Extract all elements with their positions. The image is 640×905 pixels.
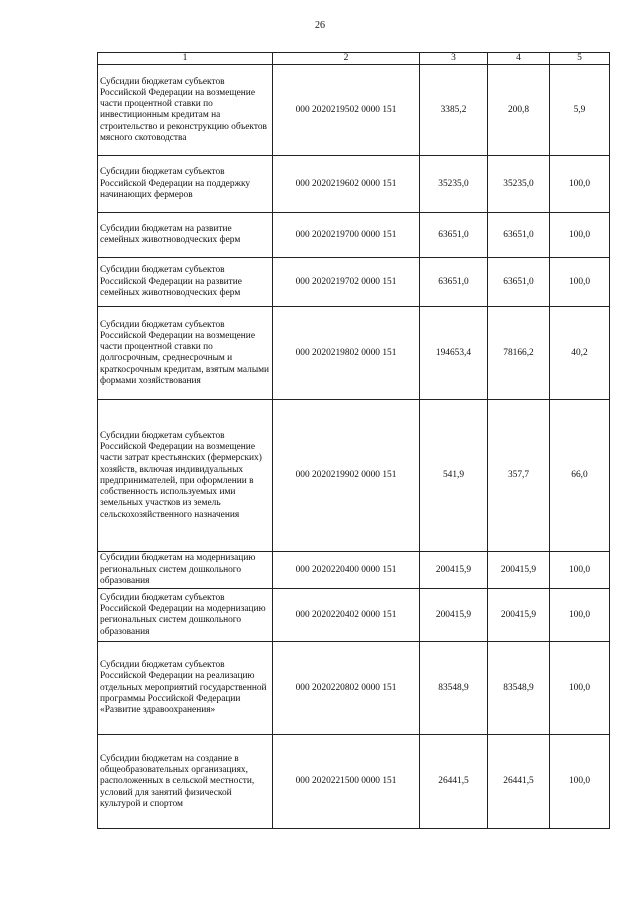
row-plan: 35235,0 [420,156,488,213]
row-percent: 100,0 [550,258,610,307]
row-fact: 200,8 [488,65,550,156]
row-percent: 100,0 [550,735,610,829]
row-name: Субсидии бюджетам субъектов Российской Федерации на модернизацию региональных систем дошкольного образования [98,589,273,642]
row-name: Субсидии бюджетам субъектов Российской Федерации на возмещение части процентной ставки по долгосрочным, среднесрочным и краткосрочным кредитам, взятым малыми формами хозяйствования [98,307,273,400]
row-code: 000 2020219802 0000 151 [273,307,420,400]
row-fact: 357,7 [488,400,550,552]
row-percent: 100,0 [550,156,610,213]
row-code: 000 2020219502 0000 151 [273,65,420,156]
table-row [98,589,610,642]
row-fact: 35235,0 [488,156,550,213]
header-col-4: 4 [488,53,550,65]
row-code: 000 2020220802 0000 151 [273,642,420,735]
row-name: Субсидии бюджетам на создание в общеобразовательных организациях, расположенных в сельской местности, условий для занятий физической культурой и спортом [98,735,273,829]
table-row [98,307,610,400]
row-fact: 63651,0 [488,213,550,258]
table-row [98,642,610,735]
row-name: Субсидии бюджетам на модернизацию региональных систем дошкольного образования [98,552,273,589]
row-fact: 26441,5 [488,735,550,829]
row-plan: 194653,4 [420,307,488,400]
row-plan: 63651,0 [420,213,488,258]
row-percent: 100,0 [550,213,610,258]
row-code: 000 2020219902 0000 151 [273,400,420,552]
table-row [98,258,610,307]
row-name: Субсидии бюджетам субъектов Российской Федерации на развитие семейных животноводческих ферм [98,258,273,307]
table-row [98,65,610,156]
row-code: 000 2020220402 0000 151 [273,589,420,642]
row-percent: 100,0 [550,589,610,642]
row-percent: 100,0 [550,552,610,589]
row-percent: 5,9 [550,65,610,156]
row-name: Субсидии бюджетам на развитие семейных животноводческих ферм [98,213,273,258]
row-fact: 83548,9 [488,642,550,735]
row-plan: 200415,9 [420,589,488,642]
row-code: 000 2020221500 0000 151 [273,735,420,829]
row-percent: 100,0 [550,642,610,735]
row-plan: 26441,5 [420,735,488,829]
row-fact: 200415,9 [488,552,550,589]
row-name: Субсидии бюджетам субъектов Российской Федерации на реализацию отдельных мероприятий государственной программы Российской Федерации «Развитие здравоохранения» [98,642,273,735]
table-row [98,552,610,589]
row-fact: 63651,0 [488,258,550,307]
table-row [98,156,610,213]
row-fact: 78166,2 [488,307,550,400]
row-name: Субсидии бюджетам субъектов Российской Федерации на возмещение части затрат крестьянских (фермерских) хозяйств, включая индивидуальных предпринимателей, при оформлении в собственность используемых ими земельных участков из земель сельскохозяйственного назначения [98,400,273,552]
row-name: Субсидии бюджетам субъектов Российской Федерации на возмещение части процентной ставки по инвестиционным кредитам на строительство и реконструкцию объектов мясного скотоводства [98,65,273,156]
page-number: 26 [315,20,325,31]
row-plan: 83548,9 [420,642,488,735]
header-row [98,53,610,65]
row-fact: 200415,9 [488,589,550,642]
header-col-3: 3 [420,53,488,65]
table-row [98,735,610,829]
table-row [98,213,610,258]
row-plan: 541,9 [420,400,488,552]
row-plan: 3385,2 [420,65,488,156]
header-col-5: 5 [550,53,610,65]
row-code: 000 2020219702 0000 151 [273,258,420,307]
header-col-2: 2 [273,53,420,65]
row-code: 000 2020220400 0000 151 [273,552,420,589]
row-plan: 200415,9 [420,552,488,589]
budget-table [97,52,610,829]
row-plan: 63651,0 [420,258,488,307]
row-code: 000 2020219602 0000 151 [273,156,420,213]
table-row [98,400,610,552]
row-name: Субсидии бюджетам субъектов Российской Федерации на поддержку начинающих фермеров [98,156,273,213]
header-col-1: 1 [98,53,273,65]
row-percent: 66,0 [550,400,610,552]
row-code: 000 2020219700 0000 151 [273,213,420,258]
row-percent: 40,2 [550,307,610,400]
